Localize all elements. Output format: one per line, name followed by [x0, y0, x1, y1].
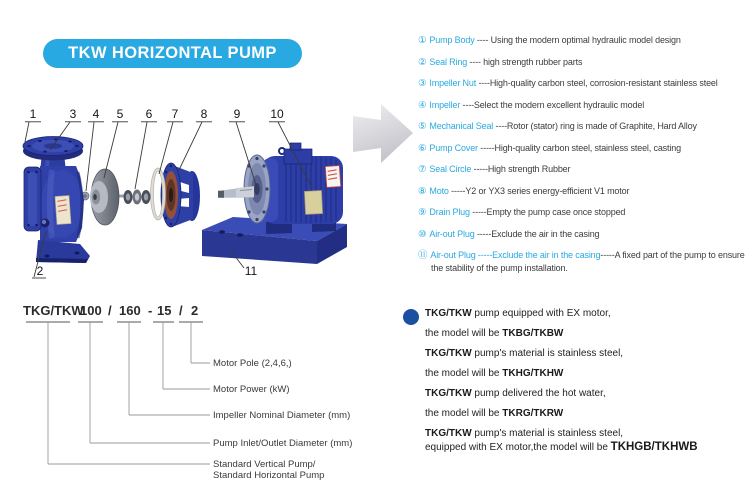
circled-number-icon: ⑦	[418, 164, 427, 175]
model-code: TKHG/TKHW	[502, 368, 564, 379]
callout-3: 3	[69, 107, 77, 121]
callout-2: 2	[36, 264, 44, 278]
parts-list-item-11	[418, 249, 756, 274]
callout-5: 5	[116, 107, 124, 121]
circled-number-icon: ①	[418, 35, 427, 46]
parts-list-item-1	[418, 34, 756, 47]
page-title: TKW HORIZONTAL PUMP	[68, 44, 277, 62]
part-name: Pump Cover	[429, 142, 478, 153]
callout-11: 11	[244, 264, 258, 278]
callout-8: 8	[200, 107, 208, 121]
part-desc: -----Exclude the air in the casing	[474, 228, 600, 239]
model-pole: 2	[191, 303, 199, 318]
circled-number-icon: ④	[418, 99, 427, 111]
parts-list-item-9	[418, 206, 756, 219]
model-code: TKRG/TKRW	[502, 408, 564, 419]
part-name: Air-out Plug	[429, 228, 475, 239]
variant-text: pump's material is stainless steel,	[471, 348, 624, 359]
part-desc: ----High-quality carbon steel, corrosion-resistant stainless steel	[476, 78, 718, 88]
model-power: 15	[157, 303, 172, 318]
model-dash: -	[148, 303, 153, 318]
label-motor-power: Motor Power (kW)	[213, 384, 290, 395]
parts-list-item-2	[418, 56, 756, 69]
model-code-labels	[213, 358, 352, 481]
variant-line	[425, 327, 750, 340]
label-standard-vertical: Standard Vertical Pump/	[213, 459, 316, 470]
seal-circle-shape	[151, 168, 166, 220]
part-desc: -----Y2 or YX3 series energy-efficient V1 motor	[448, 185, 630, 196]
label-inlet-diameter: Pump Inlet/Outlet Diameter (mm)	[213, 438, 353, 449]
parts-list-item-6	[418, 142, 756, 155]
circled-number-icon: ⑧	[418, 185, 427, 197]
parts-list-item-4	[418, 99, 756, 112]
parts-list-item-7	[418, 163, 756, 176]
variant-line	[425, 347, 750, 360]
series-code: TKG/TKW	[425, 348, 472, 359]
series-code: TKG/TKW	[425, 428, 472, 439]
variant-line	[425, 427, 750, 440]
circled-number-icon: ⑨	[418, 207, 427, 218]
part-name: Impeller Nut	[429, 78, 477, 88]
part-desc: ----Select the modern excellent hydraulic model	[460, 99, 645, 110]
variant-line	[425, 407, 750, 420]
parts-list-item-3	[418, 77, 756, 90]
part-desc: ----Rotor (stator) ring is made of Graphite, Hard Alloy	[493, 121, 697, 131]
callout-10: 10	[270, 107, 284, 121]
arrow-right-icon	[353, 104, 413, 163]
model-series: TKG/TKW	[23, 303, 84, 318]
part-desc: -----Empty the pump case once stopped	[469, 207, 626, 217]
variant-text: the model will be	[425, 368, 503, 379]
callout-1: 1	[29, 107, 37, 121]
variant-text: the model will be	[425, 328, 503, 339]
part-desc: -----A fixed part of the pump to ensure the stability of the pump installation.	[431, 250, 745, 273]
model-inlet: 100	[80, 303, 102, 318]
part-name: Moto	[429, 185, 449, 196]
part-desc: ---- Using the modern optimal hydraulic model design	[474, 35, 681, 45]
circled-number-icon: ⑤	[418, 121, 427, 132]
pump-exploded-diagram	[0, 95, 430, 290]
variant-line	[425, 441, 750, 454]
part-name: Drain Plug	[429, 207, 470, 217]
series-code: TKG/TKW	[425, 308, 472, 319]
part-desc: -----High strength Rubber	[471, 164, 571, 174]
variant-text: pump delivered the hot water,	[471, 388, 606, 399]
part-name: Seal Circle	[429, 164, 472, 174]
part-name: Seal Ring	[429, 56, 468, 67]
model-code-segments	[23, 303, 198, 318]
pump-body-shape	[23, 137, 90, 264]
label-motor-pole: Motor Pole (2,4,6,)	[213, 358, 292, 369]
mechanical-seal-shape	[119, 190, 151, 205]
callout-4: 4	[92, 107, 100, 121]
part-name: Impeller	[429, 99, 461, 110]
variant-line	[425, 387, 750, 400]
variant-text: equipped with EX motor,the model will be	[425, 442, 611, 453]
shaft-shape	[218, 186, 254, 198]
bullet-icon	[403, 309, 419, 325]
pump-cover-shape	[161, 163, 200, 227]
series-code: TKG/TKW	[425, 388, 472, 399]
model-code: TKBG/TKBW	[502, 328, 564, 339]
part-desc: -----High-quality carbon steel, stainless steel, casting	[477, 142, 681, 153]
parts-list-item-5	[418, 120, 756, 133]
variant-text: the model will be	[425, 408, 503, 419]
model-variants	[425, 307, 750, 461]
title-banner	[43, 39, 302, 68]
label-impeller-diameter: Impeller Nominal Diameter (mm)	[213, 410, 351, 421]
callout-6: 6	[145, 107, 153, 121]
label-standard-horizontal: Standard Horizontal Pump	[213, 470, 325, 481]
variant-text: pump's material is stainless steel,	[471, 428, 624, 439]
model-code-diagram	[0, 298, 420, 498]
variant-line	[425, 307, 750, 320]
circled-number-icon: ⑥	[418, 142, 427, 154]
variant-line	[425, 367, 750, 380]
motor-label-sticker	[325, 166, 340, 188]
model-slash-1: /	[108, 303, 112, 318]
model-slash-2: /	[179, 303, 183, 318]
callout-7: 7	[171, 107, 179, 121]
part-name: Pump Body	[429, 35, 475, 45]
variant-text: pump equipped with EX motor,	[471, 308, 611, 319]
parts-list-item-10	[418, 228, 756, 241]
circled-number-icon: ②	[418, 56, 427, 68]
circled-number-icon: ⑩	[418, 228, 427, 240]
part-name: Air-out Plug -----Exclude the air in the casing	[430, 250, 601, 260]
model-code: TKHGB/TKHWB	[610, 441, 698, 453]
part-name: Mechanical Seal	[429, 121, 494, 131]
parts-list	[418, 34, 756, 283]
model-impeller: 160	[119, 303, 141, 318]
part-desc: ---- high strength rubber parts	[467, 56, 583, 67]
motor-nameplate	[304, 191, 322, 215]
circled-number-icon: ③	[418, 78, 427, 89]
circled-number-icon: ⑪	[418, 250, 428, 261]
parts-list-item-8	[418, 185, 756, 198]
callout-9: 9	[233, 107, 241, 121]
connector-lines	[48, 322, 210, 464]
